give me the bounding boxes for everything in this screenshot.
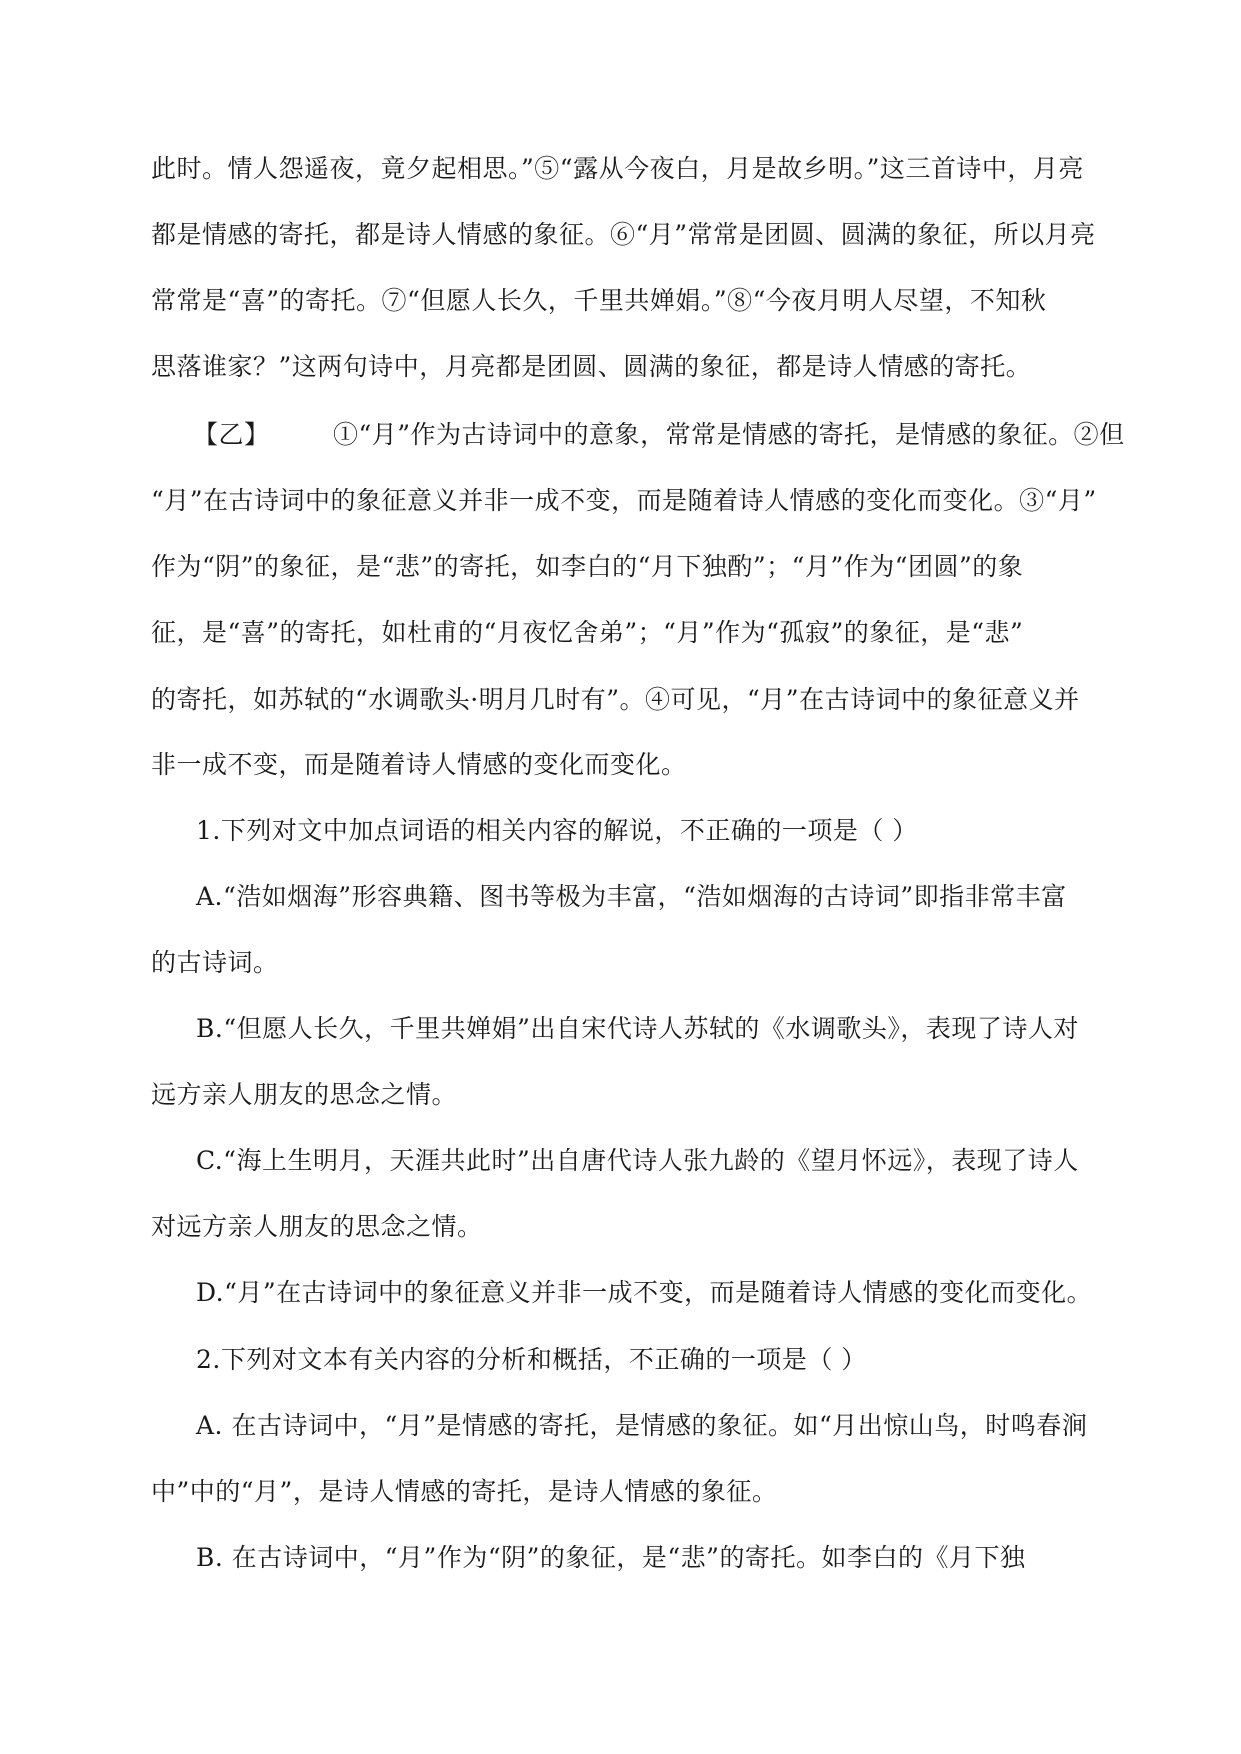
question-2-option-a: A. 在古诗词中，“月”是情感的寄托，是情感的象征。如“月出惊山鸟，时鸣春涧	[196, 1411, 1088, 1440]
question-1-stem: 1.下列对文中加点词语的相关内容的解说，不正确的一项是（ ）	[196, 816, 918, 845]
question-1-option-b-cont: 远方亲人朋友的思念之情。	[151, 1080, 458, 1109]
question-1-option-a: A.“浩如烟海”形容典籍、图书等极为丰富，“浩如烟海的古诗词”即指非常丰富	[196, 882, 1067, 911]
passage-line: 都是情感的寄托，都是诗人情感的象征。⑥“月”常常是团圆、圆满的象征，所以月亮	[151, 220, 1096, 249]
section-yi-first-line	[193, 418, 1125, 452]
question-1-option-d: D.“月”在古诗词中的象征意义并非一成不变，而是随着诗人情感的变化而变化。	[196, 1278, 1093, 1307]
passage-line: “月”在古诗词中的象征意义并非一成不变，而是随着诗人情感的变化而变化。③“月”	[151, 486, 1097, 515]
question-1-option-a-cont: 的古诗词。	[151, 948, 279, 977]
question-2-stem: 2.下列对文本有关内容的分析和概括，不正确的一项是（ ）	[196, 1345, 867, 1374]
question-2-option-b: B. 在古诗词中，“月”作为“阴”的象征，是“悲”的寄托。如李白的《月下独	[196, 1543, 1026, 1572]
passage-line: 此时。情人怨遥夜，竟夕起相思。”⑤“露从今夜白，月是故乡明。”这三首诗中，月亮	[151, 154, 1084, 183]
passage-line: 思落谁家？”这两句诗中，月亮都是团圆、圆满的象征，都是诗人情感的寄托。	[151, 352, 1032, 381]
passage-line: 非一成不变，而是随着诗人情感的变化而变化。	[151, 750, 687, 779]
passage-line: 作为“阴”的象征，是“悲”的寄托，如李白的“月下独酌”；“月”作为“团圆”的象	[151, 552, 1024, 581]
passage-line: 的寄托，如苏轼的“水调歌头·明月几时有”。④可见，“月”在古诗词中的象征意义并	[151, 685, 1080, 714]
question-1-option-c: C.“海上生明月，天涯共此时”出自唐代诗人张九龄的《望月怀远》，表现了诗人	[196, 1146, 1079, 1175]
passage-line: 常常是“喜”的寄托。⑦“但愿人长久，千里共婵娟。”⑧“今夜月明人尽望，不知秋	[151, 286, 1047, 315]
question-2-option-a-cont: 中”中的“月”，是诗人情感的寄托，是诗人情感的象征。	[151, 1477, 778, 1506]
question-1-option-b: B.“但愿人长久，千里共婵娟”出自宋代诗人苏轼的《水调歌头》，表现了诗人对	[196, 1014, 1079, 1043]
question-1-option-c-cont: 对远方亲人朋友的思念之情。	[151, 1212, 483, 1241]
passage-line: 征，是“喜”的寄托，如杜甫的“月夜忆舍弟”；“月”作为“孤寂”的象征，是“悲”	[151, 618, 1024, 647]
section-yi-label: 【乙】	[193, 420, 270, 449]
passage-line: ①“月”作为古诗词中的意象，常常是情感的寄托，是情感的象征。②但	[333, 420, 1125, 449]
